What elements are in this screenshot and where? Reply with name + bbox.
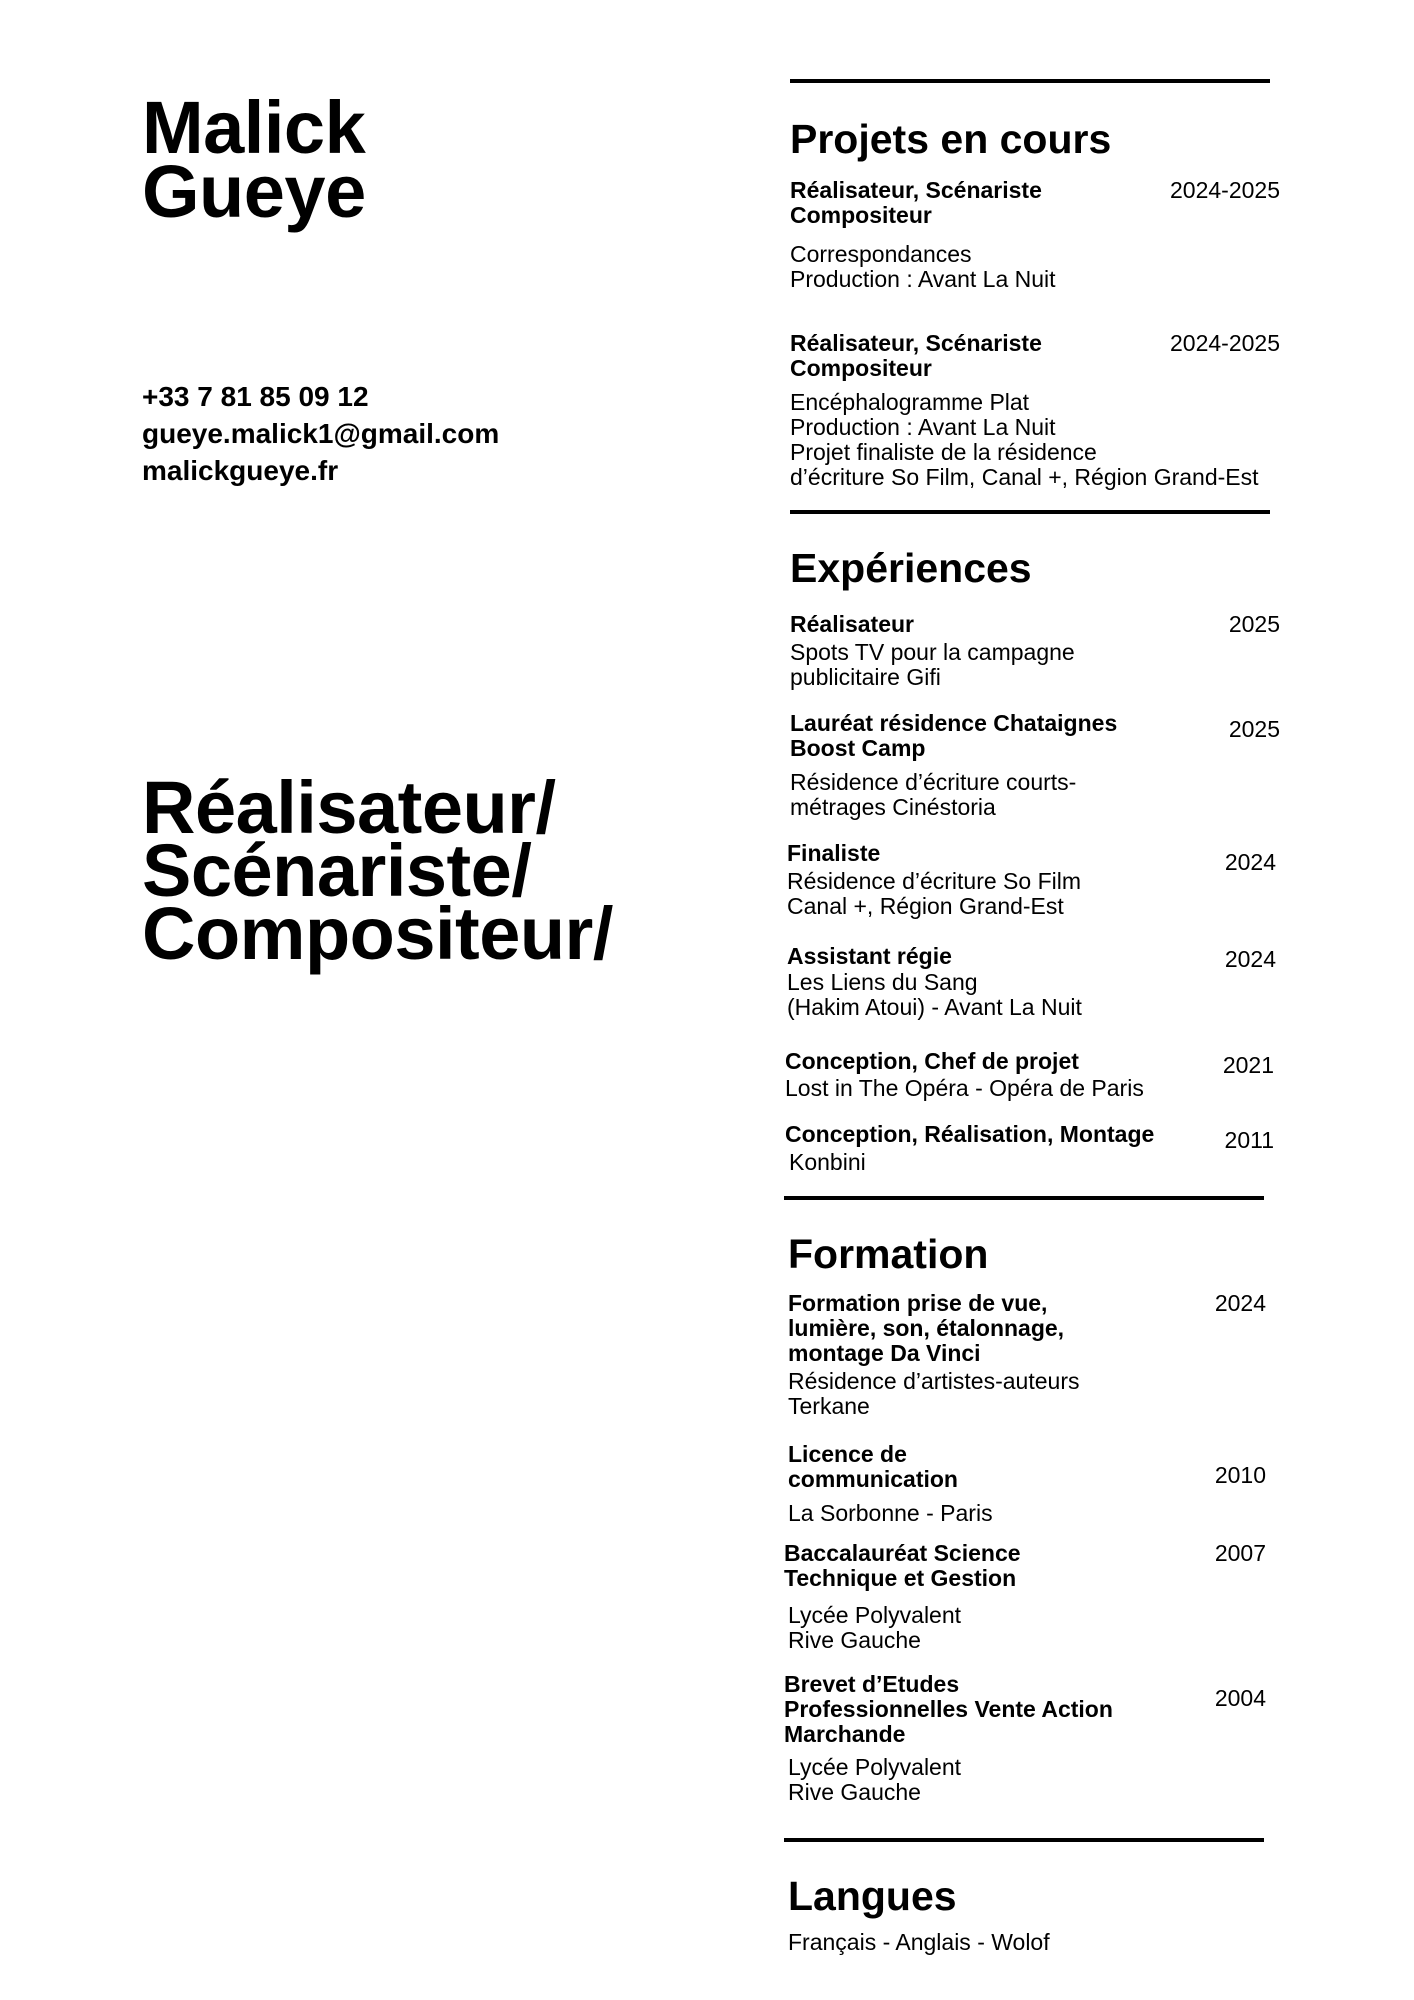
experience-5-title: Conception, Chef de projet — [785, 1048, 1079, 1074]
experience-4-description: Les Liens du Sang (Hakim Atoui) - Avant La Nuit — [787, 969, 1082, 1020]
section-title-experiences: Expériences — [790, 545, 1032, 591]
role-line-2: Scénariste/ — [142, 829, 532, 912]
formation-1-year: 2024 — [1214, 1290, 1266, 1316]
projet-1-description: Correspondances Production : Avant La Nuit — [790, 241, 1056, 292]
experience-3-title: Finaliste — [787, 840, 881, 866]
role-line-1: Réalisateur/ — [142, 766, 556, 849]
formation-2-title: Licence de communication — [788, 1441, 958, 1492]
section-divider — [784, 1196, 1264, 1200]
experience-5-description: Lost in The Opéra - Opéra de Paris — [785, 1075, 1144, 1101]
experience-3-year: 2024 — [1224, 849, 1276, 875]
experience-2-year: 2025 — [1228, 716, 1280, 742]
experience-4-title: Assistant régie — [787, 943, 952, 969]
formation-3-year: 2007 — [1214, 1540, 1266, 1566]
formation-2-year: 2010 — [1214, 1462, 1266, 1488]
experience-4-year: 2024 — [1224, 946, 1276, 972]
name-first: Malick — [142, 86, 366, 169]
section-divider — [790, 510, 1270, 514]
section-divider — [784, 1838, 1264, 1842]
section-title-langues: Langues — [788, 1873, 957, 1919]
phone-number: +33 7 81 85 09 12 — [142, 381, 369, 412]
section-title-projets: Projets en cours — [790, 116, 1112, 162]
experience-1-description: Spots TV pour la campagne publicitaire Gifi — [790, 639, 1075, 690]
formation-4-description: Lycée Polyvalent Rive Gauche — [788, 1754, 962, 1805]
formation-1-title: Formation prise de vue, lumière, son, étalonnage, montage Da Vinci — [788, 1290, 1065, 1366]
formation-2-description: La Sorbonne - Paris — [788, 1500, 993, 1526]
experience-3-description: Résidence d’écriture So Film Canal +, Région Grand-Est — [787, 868, 1082, 919]
experience-2-description: Résidence d’écriture courts- métrages Cinéstoria — [790, 769, 1077, 820]
formation-3-title: Baccalauréat Science Technique et Gestion — [784, 1540, 1021, 1591]
formation-4-title: Brevet d’Etudes Professionnelles Vente Action Marchande — [784, 1671, 1113, 1747]
section-title-formation: Formation — [788, 1231, 989, 1277]
experience-5-year: 2021 — [1222, 1052, 1274, 1078]
website-url: malickgueye.fr — [142, 455, 339, 486]
experience-6-description: Konbini — [789, 1149, 866, 1175]
projet-2-title: Réalisateur, Scénariste Compositeur — [790, 330, 1042, 381]
experience-6-year: 2011 — [1224, 1127, 1274, 1153]
section-divider — [790, 79, 1270, 83]
candidate-name — [142, 86, 366, 233]
role-line-3: Compositeur/ — [142, 892, 613, 975]
experience-1-title: Réalisateur — [790, 611, 915, 637]
formation-3-description: Lycée Polyvalent Rive Gauche — [788, 1602, 962, 1653]
name-last: Gueye — [142, 150, 366, 233]
formation-4-year: 2004 — [1214, 1685, 1266, 1711]
langues-list: Français - Anglais - Wolof — [788, 1929, 1050, 1955]
experience-2-title: Lauréat résidence Chataignes Boost Camp — [790, 710, 1118, 761]
professional-title — [142, 766, 613, 975]
projet-1-title: Réalisateur, Scénariste Compositeur — [790, 177, 1042, 228]
email-address: gueye.malick1@gmail.com — [142, 418, 500, 449]
projet-2-year: 2024-2025 — [1170, 330, 1280, 356]
contact-block — [142, 378, 499, 489]
experience-6-title: Conception, Réalisation, Montage — [785, 1121, 1155, 1147]
experience-1-year: 2025 — [1228, 611, 1280, 637]
formation-1-description: Résidence d’artistes-auteurs Terkane — [788, 1368, 1080, 1419]
projet-1-year: 2024-2025 — [1170, 177, 1280, 203]
projet-2-description: Encéphalogramme Plat Production : Avant La Nuit Projet finaliste de la résidence d’écriture So Film, Canal +, Région Grand-Est — [790, 389, 1259, 490]
